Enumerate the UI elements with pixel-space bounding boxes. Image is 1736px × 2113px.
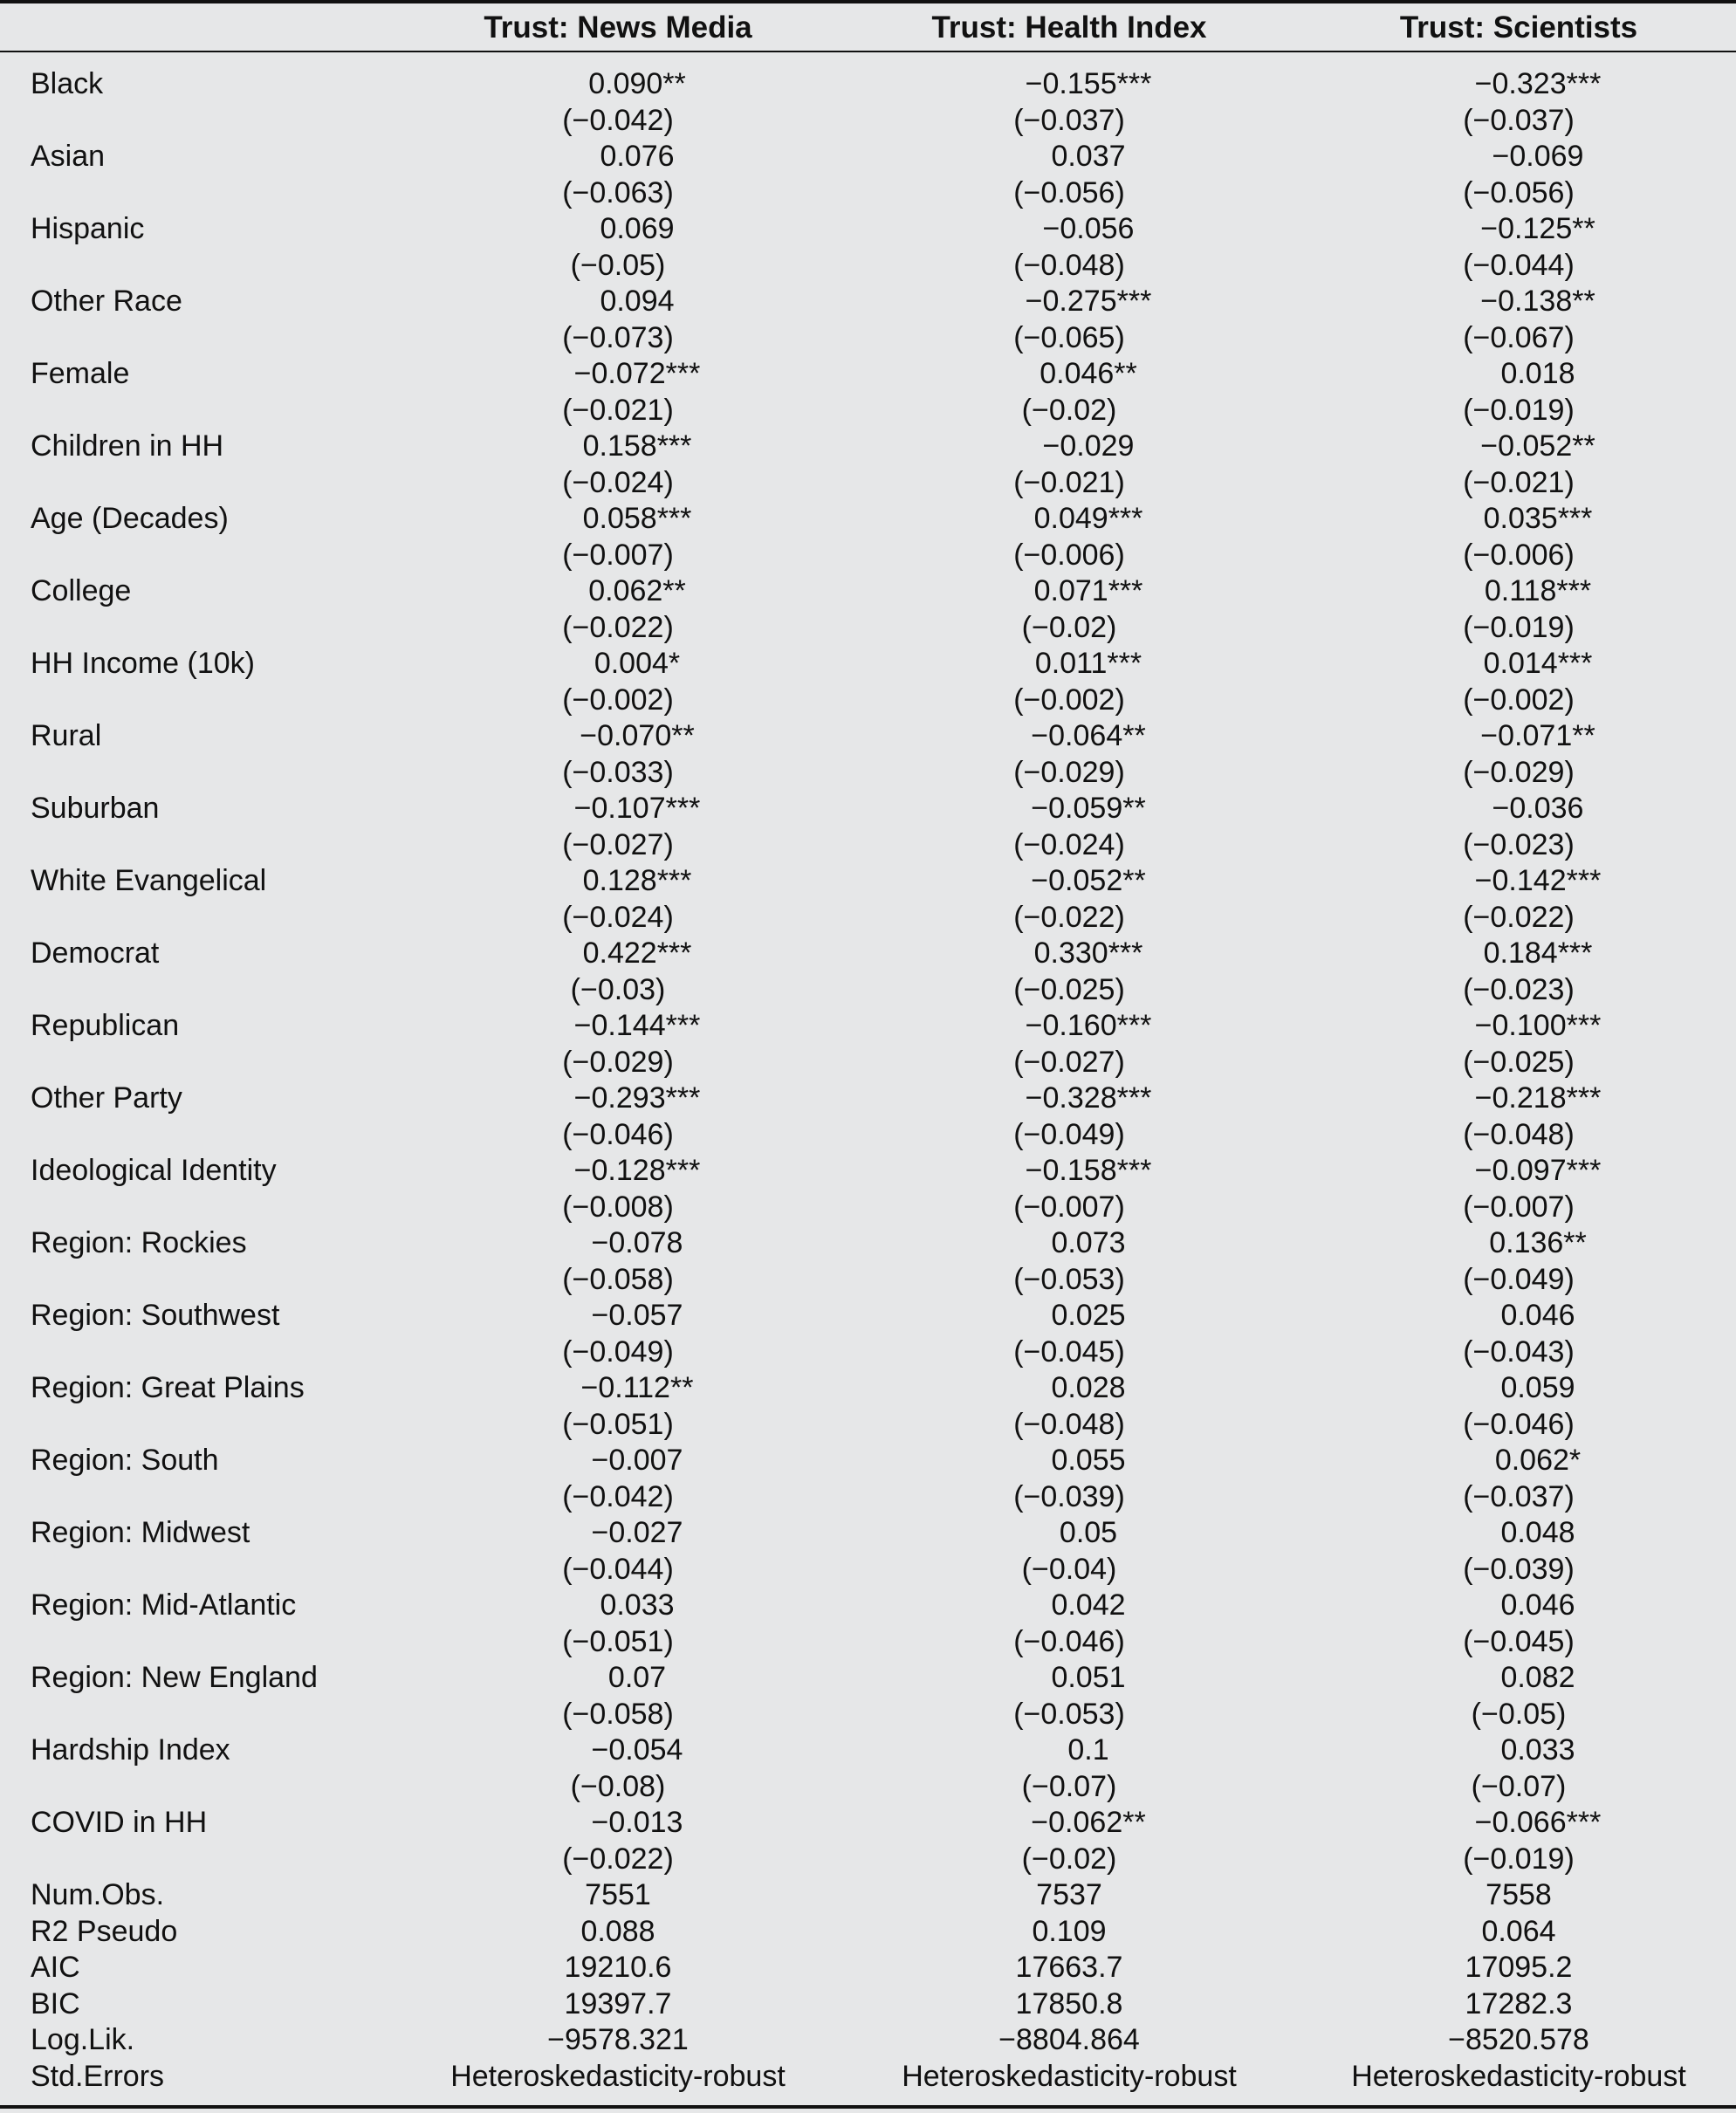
coefficient-value: −0.078: [591, 1226, 683, 1259]
stat-label: Log.Lik.: [31, 2023, 135, 2056]
coefficient-value: 0.184***: [1483, 936, 1593, 970]
table-row-se: [0, 175, 1736, 212]
standard-error-value: (−0.049): [562, 1334, 674, 1369]
stat-row: [0, 1877, 1736, 1914]
coefficient-value: −0.138**: [1480, 285, 1595, 318]
standard-error-value: (−0.022): [562, 610, 674, 644]
table-row-se: [0, 320, 1736, 357]
coefficient-value: −0.069: [1492, 140, 1584, 173]
coefficient-value: 0.004*: [594, 647, 681, 680]
stat-value: 17095.2: [1465, 1951, 1573, 1984]
standard-error-value: (−0.039): [1463, 1552, 1575, 1586]
coefficient-value: 0.051: [1051, 1661, 1126, 1694]
standard-error-value: (−0.037): [1463, 1479, 1575, 1513]
coefficient-value: 0.076: [600, 140, 675, 173]
stat-row: [0, 1986, 1736, 2023]
standard-error-value: (−0.05): [1471, 1697, 1567, 1731]
standard-error-value: (−0.029): [562, 1045, 674, 1079]
coefficient-value: 0.094: [600, 285, 675, 318]
standard-error-value: (−0.002): [562, 683, 674, 717]
table-row-se: [0, 1117, 1736, 1154]
table-row: [0, 718, 1736, 755]
stat-row: [0, 1914, 1736, 1951]
coefficient-value: 0.028: [1051, 1371, 1126, 1404]
stat-value: −9578.321: [547, 2023, 689, 2056]
coefficient-value: −0.158***: [1025, 1154, 1152, 1187]
row-label: Children in HH: [31, 429, 224, 463]
coefficient-value: −0.064**: [1031, 719, 1146, 752]
standard-error-value: (−0.019): [1463, 610, 1575, 644]
coefficient-value: −0.112**: [580, 1371, 694, 1404]
table-row: [0, 66, 1736, 103]
standard-error-value: (−0.046): [1013, 1624, 1125, 1658]
table-row-se: [0, 393, 1736, 429]
table-row-se: [0, 465, 1736, 502]
coefficient-value: −0.328***: [1025, 1081, 1152, 1115]
table-row: [0, 211, 1736, 248]
row-label: Region: South: [31, 1444, 219, 1477]
stat-value: −8520.578: [1448, 2023, 1589, 2056]
standard-error-value: (−0.02): [1021, 393, 1117, 427]
standard-error-value: (−0.046): [1463, 1407, 1575, 1441]
standard-error-value: (−0.07): [1021, 1769, 1117, 1803]
coefficient-value: 0.049***: [1033, 502, 1143, 535]
table-row: [0, 1660, 1736, 1697]
row-label: Black: [31, 67, 104, 100]
coefficient-value: −0.323***: [1474, 67, 1602, 100]
header-news-media: Trust: News Media: [484, 10, 752, 45]
row-label: Democrat: [31, 936, 160, 970]
coefficient-value: 0.05: [1059, 1516, 1118, 1549]
table-row: [0, 646, 1736, 683]
coefficient-value: 0.158***: [582, 429, 692, 463]
stat-value: Heteroskedasticity-robust: [1351, 2059, 1686, 2093]
standard-error-value: (−0.02): [1021, 1842, 1117, 1876]
coefficient-value: −0.052**: [1031, 864, 1146, 897]
table-row: [0, 1225, 1736, 1262]
row-label: Region: Midwest: [31, 1516, 250, 1549]
table-row-se: [0, 972, 1736, 1009]
coefficient-value: 0.033: [1500, 1733, 1575, 1767]
table-row: [0, 356, 1736, 393]
stat-label: BIC: [31, 1986, 80, 2020]
coefficient-value: 0.07: [607, 1661, 667, 1694]
coefficient-value: −0.062**: [1031, 1806, 1146, 1839]
standard-error-value: (−0.022): [1463, 900, 1575, 934]
table-row: [0, 1805, 1736, 1842]
top-rule: [0, 0, 1736, 3]
table-row-se: [0, 248, 1736, 285]
coefficient-value: 0.136**: [1489, 1226, 1587, 1259]
standard-error-value: (−0.023): [1463, 972, 1575, 1006]
standard-error-value: (−0.027): [562, 827, 674, 861]
stat-value: 0.088: [580, 1914, 655, 1948]
standard-error-value: (−0.019): [1463, 393, 1575, 427]
row-label: College: [31, 574, 132, 607]
standard-error-value: (−0.002): [1463, 683, 1575, 717]
stat-value: 7558: [1486, 1878, 1552, 1911]
standard-error-value: (−0.029): [1463, 755, 1575, 789]
standard-error-value: (−0.021): [1463, 465, 1575, 499]
coefficient-value: 0.073: [1051, 1226, 1126, 1259]
stat-value: 17282.3: [1465, 1986, 1573, 2020]
table-row: [0, 1081, 1736, 1117]
coefficient-value: 0.014***: [1483, 647, 1593, 680]
row-label: Hispanic: [31, 212, 145, 245]
coefficient-value: 0.046: [1500, 1588, 1575, 1622]
header-scientists: Trust: Scientists: [1399, 10, 1638, 45]
coefficient-value: −0.036: [1492, 792, 1584, 825]
standard-error-value: (−0.051): [562, 1407, 674, 1441]
stat-row: [0, 1950, 1736, 1986]
table-row-se: [0, 827, 1736, 864]
coefficient-value: −0.160***: [1025, 1009, 1152, 1042]
coefficient-value: −0.293***: [573, 1081, 701, 1115]
coefficient-value: 0.046**: [1040, 357, 1137, 390]
table-row-se: [0, 683, 1736, 719]
standard-error-value: (−0.021): [1013, 465, 1125, 499]
stat-value: 7551: [585, 1878, 651, 1911]
table-row-se: [0, 538, 1736, 574]
standard-error-value: (−0.025): [1463, 1045, 1575, 1079]
coefficient-value: 0.118***: [1484, 574, 1592, 607]
coefficient-value: 0.055: [1051, 1444, 1126, 1477]
stat-row: [0, 2022, 1736, 2059]
coefficient-value: 0.035***: [1483, 502, 1593, 535]
standard-error-value: (−0.051): [562, 1624, 674, 1658]
standard-error-value: (−0.04): [1021, 1552, 1117, 1586]
standard-error-value: (−0.033): [562, 755, 674, 789]
standard-error-value: (−0.056): [1013, 175, 1125, 209]
table-row: [0, 1008, 1736, 1045]
standard-error-value: (−0.007): [562, 538, 674, 572]
stat-value: Heteroskedasticity-robust: [902, 2059, 1237, 2093]
coefficient-value: 0.1: [1067, 1733, 1109, 1767]
standard-error-value: (−0.065): [1013, 320, 1125, 354]
stat-value: 19210.6: [564, 1951, 672, 1984]
stat-value: −8804.864: [998, 2023, 1140, 2056]
coefficient-value: −0.144***: [573, 1009, 701, 1042]
standard-error-value: (−0.063): [562, 175, 674, 209]
table-row-se: [0, 1190, 1736, 1226]
coefficient-value: −0.100***: [1474, 1009, 1602, 1042]
coefficient-value: −0.029: [1042, 429, 1135, 463]
standard-error-value: (−0.006): [1463, 538, 1575, 572]
stat-label: Num.Obs.: [31, 1878, 165, 1911]
header-health-index: Trust: Health Index: [931, 10, 1207, 45]
standard-error-value: (−0.007): [1463, 1190, 1575, 1224]
standard-error-value: (−0.048): [1013, 1407, 1125, 1441]
standard-error-value: (−0.05): [570, 248, 666, 282]
row-label: Other Party: [31, 1081, 182, 1115]
table-row-se: [0, 1407, 1736, 1444]
table-row-se: [0, 755, 1736, 792]
standard-error-value: (−0.024): [1013, 827, 1125, 861]
coefficient-value: 0.037: [1051, 140, 1126, 173]
coefficient-value: −0.013: [591, 1806, 683, 1839]
standard-error-value: (−0.053): [1013, 1262, 1125, 1296]
row-label: COVID in HH: [31, 1806, 208, 1839]
header-rule: [0, 51, 1736, 52]
row-label: Region: Great Plains: [31, 1371, 305, 1404]
standard-error-value: (−0.044): [562, 1552, 674, 1586]
table-row: [0, 791, 1736, 827]
standard-error-value: (−0.08): [570, 1769, 666, 1803]
table-row-se: [0, 610, 1736, 647]
coefficient-value: −0.059**: [1031, 792, 1146, 825]
standard-error-value: (−0.002): [1013, 683, 1125, 717]
table-row-se: [0, 103, 1736, 140]
standard-error-value: (−0.03): [570, 972, 666, 1006]
coefficient-value: −0.066***: [1474, 1806, 1602, 1839]
coefficient-value: 0.082: [1500, 1661, 1575, 1694]
standard-error-value: (−0.067): [1463, 320, 1575, 354]
standard-error-value: (−0.07): [1471, 1769, 1567, 1803]
standard-error-value: (−0.042): [562, 103, 674, 137]
coefficient-value: −0.072***: [573, 357, 701, 390]
coefficient-value: −0.057: [591, 1299, 683, 1332]
standard-error-value: (−0.039): [1013, 1479, 1125, 1513]
table-row: [0, 501, 1736, 538]
stat-value: 19397.7: [564, 1986, 672, 2020]
table-row: [0, 139, 1736, 175]
table-row: [0, 429, 1736, 465]
coefficient-value: 0.069: [600, 212, 675, 245]
coefficient-value: 0.059: [1500, 1371, 1575, 1404]
standard-error-value: (−0.073): [562, 320, 674, 354]
row-label: HH Income (10k): [31, 647, 255, 680]
stat-value: 17850.8: [1015, 1986, 1123, 2020]
standard-error-value: (−0.037): [1013, 103, 1125, 137]
coefficient-value: 0.046: [1500, 1299, 1575, 1332]
standard-error-value: (−0.043): [1463, 1334, 1575, 1369]
table-row: [0, 1588, 1736, 1624]
table-row-se: [0, 1552, 1736, 1588]
table-row-se: [0, 1697, 1736, 1733]
stat-row: [0, 2059, 1736, 2096]
coefficient-value: −0.128***: [573, 1154, 701, 1187]
table-row: [0, 1370, 1736, 1407]
row-label: Female: [31, 357, 130, 390]
table-row-se: [0, 1624, 1736, 1661]
table-body: [0, 66, 1736, 2095]
coefficient-value: 0.033: [600, 1588, 675, 1622]
standard-error-value: (−0.022): [562, 1842, 674, 1876]
standard-error-value: (−0.048): [1463, 1117, 1575, 1151]
standard-error-value: (−0.053): [1013, 1697, 1125, 1731]
table-row: [0, 936, 1736, 972]
standard-error-value: (−0.029): [1013, 755, 1125, 789]
coefficient-value: 0.330***: [1033, 936, 1143, 970]
row-label: Asian: [31, 140, 106, 173]
standard-error-value: (−0.044): [1463, 248, 1575, 282]
stat-label: AIC: [31, 1951, 80, 1984]
coefficient-value: −0.071**: [1480, 719, 1595, 752]
row-label: White Evangelical: [31, 864, 267, 897]
table-row-se: [0, 1334, 1736, 1371]
standard-error-value: (−0.045): [1463, 1624, 1575, 1658]
table-row-se: [0, 1479, 1736, 1516]
table-row: [0, 1153, 1736, 1190]
stat-value: 7537: [1036, 1878, 1102, 1911]
row-label: Ideological Identity: [31, 1154, 277, 1187]
stat-value: 17663.7: [1015, 1951, 1123, 1984]
standard-error-value: (−0.042): [562, 1479, 674, 1513]
coefficient-value: −0.155***: [1025, 67, 1152, 100]
row-label: Hardship Index: [31, 1733, 230, 1767]
table-row: [0, 573, 1736, 610]
row-label: Other Race: [31, 285, 182, 318]
row-label: Region: New England: [31, 1661, 318, 1694]
coefficient-value: 0.025: [1051, 1299, 1126, 1332]
standard-error-value: (−0.021): [562, 393, 674, 427]
table-row-se: [0, 900, 1736, 936]
standard-error-value: (−0.006): [1013, 538, 1125, 572]
table-row-se: [0, 1262, 1736, 1299]
coefficient-value: 0.090**: [588, 67, 686, 100]
standard-error-value: (−0.008): [562, 1190, 674, 1224]
table-header: [0, 5, 1736, 51]
table-row: [0, 1732, 1736, 1769]
coefficient-value: 0.058***: [582, 502, 692, 535]
coefficient-value: 0.048: [1500, 1516, 1575, 1549]
row-label: Suburban: [31, 792, 160, 825]
standard-error-value: (−0.019): [1463, 1842, 1575, 1876]
table-row: [0, 284, 1736, 320]
coefficient-value: −0.070**: [580, 719, 695, 752]
table-row-se: [0, 1842, 1736, 1878]
row-label: Region: Rockies: [31, 1226, 247, 1259]
coefficient-value: −0.142***: [1474, 864, 1602, 897]
coefficient-value: 0.042: [1051, 1588, 1126, 1622]
coefficient-value: 0.128***: [582, 864, 692, 897]
stat-label: Std.Errors: [31, 2059, 165, 2093]
standard-error-value: (−0.049): [1463, 1262, 1575, 1296]
standard-error-value: (−0.056): [1463, 175, 1575, 209]
stat-label: R2 Pseudo: [31, 1914, 178, 1948]
coefficient-value: 0.062**: [588, 574, 686, 607]
stat-value: Heteroskedasticity-robust: [450, 2059, 786, 2093]
standard-error-value: (−0.037): [1463, 103, 1575, 137]
row-label: Rural: [31, 719, 102, 752]
coefficient-value: −0.054: [591, 1733, 683, 1767]
row-label: Age (Decades): [31, 502, 229, 535]
standard-error-value: (−0.048): [1013, 248, 1125, 282]
table-row: [0, 1298, 1736, 1334]
coefficient-value: 0.018: [1500, 357, 1575, 390]
standard-error-value: (−0.045): [1013, 1334, 1125, 1369]
standard-error-value: (−0.046): [562, 1117, 674, 1151]
coefficient-value: −0.027: [591, 1516, 683, 1549]
coefficient-value: −0.218***: [1474, 1081, 1602, 1115]
bottom-rule: [0, 2105, 1736, 2109]
row-label: Region: Southwest: [31, 1299, 280, 1332]
row-label: Republican: [31, 1009, 180, 1042]
row-label: Region: Mid-Atlantic: [31, 1588, 297, 1622]
table-row: [0, 1443, 1736, 1479]
table-row-se: [0, 1769, 1736, 1806]
standard-error-value: (−0.027): [1013, 1045, 1125, 1079]
standard-error-value: (−0.02): [1021, 610, 1117, 644]
standard-error-value: (−0.058): [562, 1697, 674, 1731]
coefficient-value: −0.056: [1042, 212, 1135, 245]
coefficient-value: 0.422***: [582, 936, 692, 970]
coefficient-value: 0.062*: [1494, 1444, 1582, 1477]
standard-error-value: (−0.025): [1013, 972, 1125, 1006]
coefficient-value: −0.052**: [1480, 429, 1595, 463]
standard-error-value: (−0.024): [562, 900, 674, 934]
coefficient-value: −0.097***: [1474, 1154, 1602, 1187]
coefficient-value: 0.071***: [1033, 574, 1143, 607]
stat-value: 0.109: [1032, 1914, 1107, 1948]
coefficient-value: 0.011***: [1034, 647, 1142, 680]
standard-error-value: (−0.023): [1463, 827, 1575, 861]
table-row: [0, 1515, 1736, 1552]
stat-value: 0.064: [1481, 1914, 1556, 1948]
table-row-se: [0, 1045, 1736, 1081]
standard-error-value: (−0.022): [1013, 900, 1125, 934]
coefficient-value: −0.125**: [1480, 212, 1595, 245]
coefficient-value: −0.107***: [573, 792, 701, 825]
coefficient-value: −0.275***: [1025, 285, 1152, 318]
standard-error-value: (−0.058): [562, 1262, 674, 1296]
standard-error-value: (−0.007): [1013, 1190, 1125, 1224]
standard-error-value: (−0.049): [1013, 1117, 1125, 1151]
table-row: [0, 863, 1736, 900]
standard-error-value: (−0.024): [562, 465, 674, 499]
coefficient-value: −0.007: [591, 1444, 683, 1477]
